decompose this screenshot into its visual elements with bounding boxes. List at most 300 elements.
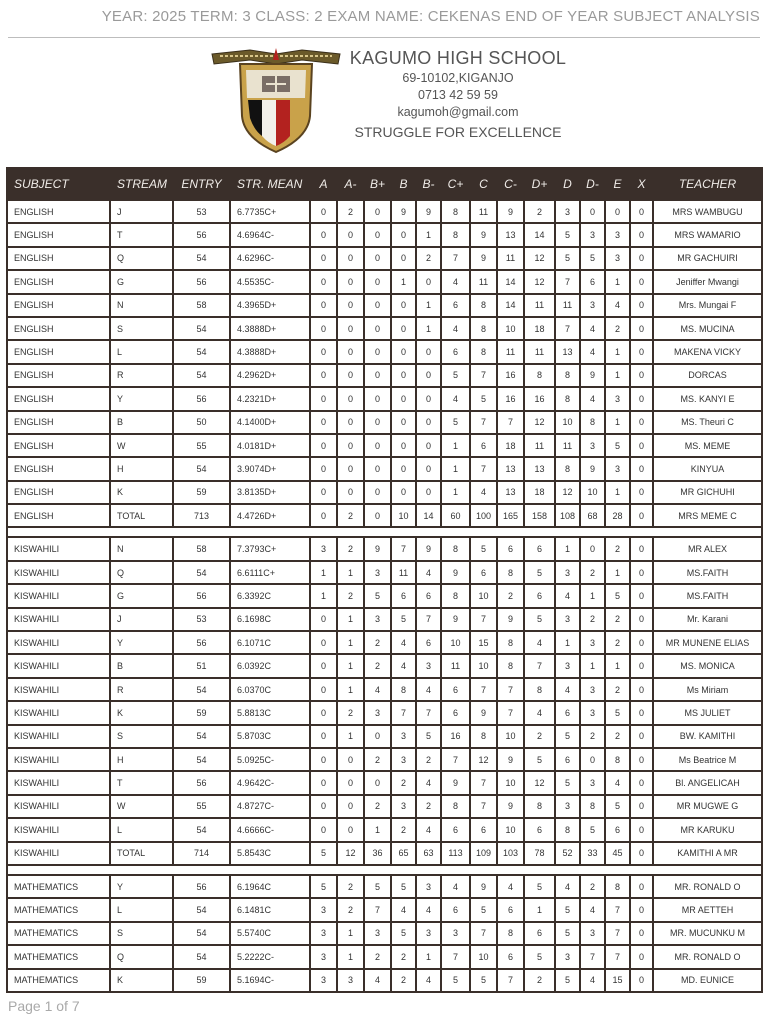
table-cell: 6	[555, 748, 580, 771]
table-cell: 6.0370C	[230, 678, 310, 701]
table-cell: 8	[441, 795, 470, 818]
table-cell: 28	[605, 504, 630, 527]
table-cell: KISWAHILI	[7, 678, 110, 701]
table-cell: 5	[524, 561, 555, 584]
table-cell: 1	[605, 481, 630, 504]
table-cell: 4	[524, 631, 555, 654]
table-cell: 12	[524, 247, 555, 270]
table-cell: 1	[605, 654, 630, 677]
table-cell: MRS MEME C	[653, 504, 762, 527]
table-cell: 2	[605, 631, 630, 654]
table-cell: 7.3793C+	[230, 537, 310, 560]
table-cell: KISWAHILI	[7, 771, 110, 794]
table-cell: 18	[524, 317, 555, 340]
table-cell: 9	[497, 748, 524, 771]
table-cell: J	[110, 200, 173, 223]
table-cell: MR ALEX	[653, 537, 762, 560]
table-cell: ENGLISH	[7, 223, 110, 246]
table-cell: 0	[337, 340, 364, 363]
table-cell: 0	[630, 701, 653, 724]
table-cell: 4	[391, 898, 416, 921]
table-cell: 10	[497, 818, 524, 841]
table-cell: 3	[555, 945, 580, 968]
table-cell: 0	[391, 317, 416, 340]
table-cell: 0	[416, 481, 441, 504]
table-cell: 0	[364, 223, 391, 246]
table-cell: 0	[310, 748, 337, 771]
table-cell: 4	[416, 818, 441, 841]
table-row	[7, 922, 762, 945]
column-header: B+	[364, 168, 391, 200]
table-cell: 3	[310, 898, 337, 921]
table-cell: 9	[580, 364, 605, 387]
table-cell: 9	[416, 200, 441, 223]
table-cell: 5	[524, 748, 555, 771]
table-cell: 0	[364, 481, 391, 504]
table-cell: 4	[524, 701, 555, 724]
table-cell: 4	[364, 969, 391, 992]
table-cell: ENGLISH	[7, 387, 110, 410]
table-cell: 0	[310, 678, 337, 701]
table-cell: 0	[416, 270, 441, 293]
table-cell: 3	[555, 608, 580, 631]
table-cell: KISWAHILI	[7, 631, 110, 654]
table-cell: 3	[580, 223, 605, 246]
table-cell: 0	[630, 317, 653, 340]
table-cell: 3	[310, 969, 337, 992]
table-cell: 1	[416, 294, 441, 317]
table-cell: 0	[416, 457, 441, 480]
table-cell: 4	[391, 654, 416, 677]
table-cell: 1	[337, 945, 364, 968]
table-cell: 7	[364, 898, 391, 921]
table-cell: 18	[497, 434, 524, 457]
table-cell: 2	[524, 969, 555, 992]
column-header: ENTRY	[173, 168, 230, 200]
table-cell: 0	[310, 294, 337, 317]
table-cell: 14	[524, 223, 555, 246]
table-cell: 6	[524, 537, 555, 560]
table-cell: TOTAL	[110, 504, 173, 527]
table-cell: 5.8813C	[230, 701, 310, 724]
table-cell: 9	[497, 200, 524, 223]
table-cell: 54	[173, 561, 230, 584]
table-cell: 5.8703C	[230, 725, 310, 748]
table-cell: 54	[173, 898, 230, 921]
table-cell: 2	[364, 795, 391, 818]
table-cell: TOTAL	[110, 842, 173, 865]
table-row	[7, 795, 762, 818]
table-cell: MS. KANYI E	[653, 387, 762, 410]
table-cell: T	[110, 771, 173, 794]
table-cell: Jeniffer Mwangi	[653, 270, 762, 293]
table-cell: 3	[605, 387, 630, 410]
table-cell: 0	[364, 364, 391, 387]
table-cell: 54	[173, 922, 230, 945]
table-cell: Q	[110, 945, 173, 968]
table-cell: 2	[524, 200, 555, 223]
table-cell: 8	[470, 317, 497, 340]
spacer-cell	[7, 865, 762, 875]
table-cell: 11	[555, 434, 580, 457]
table-cell: 2	[337, 701, 364, 724]
table-cell: 0	[630, 340, 653, 363]
table-cell: 4	[580, 317, 605, 340]
table-cell: 6	[580, 270, 605, 293]
table-cell: 4.9642C-	[230, 771, 310, 794]
table-cell: 0	[630, 387, 653, 410]
table-cell: 6	[605, 818, 630, 841]
table-cell: 33	[580, 842, 605, 865]
table-cell: 0	[337, 434, 364, 457]
table-cell: 3	[580, 771, 605, 794]
table-cell: K	[110, 969, 173, 992]
table-cell: 3	[364, 608, 391, 631]
table-cell: 59	[173, 969, 230, 992]
column-header: TEACHER	[653, 168, 762, 200]
table-cell: 1	[555, 631, 580, 654]
table-cell: 0	[630, 200, 653, 223]
table-cell: Bl. ANGELICAH	[653, 771, 762, 794]
table-cell: 1	[605, 364, 630, 387]
table-cell: 3.9074D+	[230, 457, 310, 480]
table-cell: 5.0925C-	[230, 748, 310, 771]
table-cell: 0	[337, 818, 364, 841]
table-cell: 7	[555, 317, 580, 340]
table-cell: 0	[337, 481, 364, 504]
table-cell: 2	[364, 631, 391, 654]
table-cell: 59	[173, 701, 230, 724]
table-cell: 0	[310, 504, 337, 527]
table-cell: H	[110, 748, 173, 771]
table-cell: 2	[416, 748, 441, 771]
table-cell: Y	[110, 387, 173, 410]
table-cell: 54	[173, 340, 230, 363]
table-cell: 0	[630, 678, 653, 701]
table-cell: 1	[580, 584, 605, 607]
table-row	[7, 537, 762, 560]
table-cell: 5	[441, 969, 470, 992]
table-cell: 0	[630, 748, 653, 771]
table-cell: KISWAHILI	[7, 795, 110, 818]
table-cell: 9	[580, 457, 605, 480]
table-cell: 5	[555, 922, 580, 945]
table-cell: 6	[441, 701, 470, 724]
table-cell: 7	[555, 270, 580, 293]
table-cell: 6	[441, 678, 470, 701]
table-cell: 54	[173, 725, 230, 748]
table-cell: 10	[580, 481, 605, 504]
table-cell: 14	[497, 270, 524, 293]
table-cell: 103	[497, 842, 524, 865]
table-cell: 1	[524, 898, 555, 921]
table-row	[7, 457, 762, 480]
table-cell: ENGLISH	[7, 457, 110, 480]
table-cell: Y	[110, 875, 173, 898]
table-row	[7, 631, 762, 654]
table-cell: ENGLISH	[7, 481, 110, 504]
table-cell: Q	[110, 561, 173, 584]
table-cell: 2	[605, 317, 630, 340]
table-cell: 108	[555, 504, 580, 527]
table-cell: MR GICHUHI	[653, 481, 762, 504]
table-row	[7, 340, 762, 363]
table-cell: 4	[605, 771, 630, 794]
table-cell: T	[110, 223, 173, 246]
table-cell: 0	[630, 411, 653, 434]
table-cell: 16	[441, 725, 470, 748]
table-cell: 10	[470, 654, 497, 677]
table-cell: 3	[310, 945, 337, 968]
table-cell: MRS WAMBUGU	[653, 200, 762, 223]
table-cell: R	[110, 678, 173, 701]
table-cell: 9	[470, 247, 497, 270]
table-cell: 0	[630, 654, 653, 677]
table-cell: 5	[580, 818, 605, 841]
table-cell: 60	[441, 504, 470, 527]
table-cell: KISWAHILI	[7, 537, 110, 560]
table-cell: 158	[524, 504, 555, 527]
table-cell: 0	[310, 725, 337, 748]
table-cell: 8	[555, 387, 580, 410]
table-cell: 9	[470, 875, 497, 898]
table-cell: 8	[497, 561, 524, 584]
table-cell: MATHEMATICS	[7, 969, 110, 992]
table-cell: 12	[555, 481, 580, 504]
table-cell: ENGLISH	[7, 411, 110, 434]
spacer-cell	[7, 527, 762, 537]
table-cell: 52	[555, 842, 580, 865]
header-divider	[8, 37, 760, 38]
table-cell: ENGLISH	[7, 294, 110, 317]
table-cell: 56	[173, 584, 230, 607]
table-cell: 7	[391, 701, 416, 724]
table-cell: 2	[391, 945, 416, 968]
table-cell: 1	[337, 725, 364, 748]
table-cell: MR GACHUIRI	[653, 247, 762, 270]
table-cell: ENGLISH	[7, 247, 110, 270]
table-cell: 3	[310, 537, 337, 560]
table-cell: 0	[580, 200, 605, 223]
table-cell: 3	[580, 434, 605, 457]
table-cell: 3	[580, 678, 605, 701]
table-cell: 2	[364, 654, 391, 677]
table-cell: G	[110, 270, 173, 293]
table-cell: 4	[580, 969, 605, 992]
table-cell: 2	[364, 748, 391, 771]
table-cell: 3	[364, 922, 391, 945]
table-cell: 0	[605, 200, 630, 223]
table-cell: 11	[524, 294, 555, 317]
table-cell: 6.1481C	[230, 898, 310, 921]
table-cell: 0	[630, 842, 653, 865]
table-cell: 6	[524, 818, 555, 841]
table-cell: 9	[497, 608, 524, 631]
table-cell: 7	[497, 411, 524, 434]
table-row	[7, 818, 762, 841]
table-cell: 4.2962D+	[230, 364, 310, 387]
table-cell: 12	[337, 842, 364, 865]
table-cell: 4.5535C-	[230, 270, 310, 293]
table-cell: 0	[391, 411, 416, 434]
table-cell: 4	[555, 875, 580, 898]
table-cell: 0	[337, 317, 364, 340]
table-cell: 10	[555, 411, 580, 434]
table-cell: 6	[470, 434, 497, 457]
table-cell: 0	[630, 584, 653, 607]
table-cell: 7	[605, 945, 630, 968]
table-cell: 1	[337, 608, 364, 631]
table-row	[7, 561, 762, 584]
table-cell: 7	[497, 969, 524, 992]
table-cell: MATHEMATICS	[7, 898, 110, 921]
table-cell: 11	[441, 654, 470, 677]
table-cell: MS. Theuri C	[653, 411, 762, 434]
table-cell: 7	[416, 701, 441, 724]
table-cell: 1	[337, 631, 364, 654]
table-cell: 0	[337, 748, 364, 771]
table-cell: 0	[630, 561, 653, 584]
table-cell: 10	[470, 584, 497, 607]
table-cell: 0	[630, 481, 653, 504]
table-cell: 5	[555, 725, 580, 748]
table-cell: Mrs. Mungai F	[653, 294, 762, 317]
table-cell: 4	[416, 898, 441, 921]
table-cell: 16	[524, 387, 555, 410]
table-cell: 6.7735C+	[230, 200, 310, 223]
table-cell: 7	[470, 411, 497, 434]
table-cell: 2	[605, 537, 630, 560]
column-header: B	[391, 168, 416, 200]
table-cell: 7	[524, 654, 555, 677]
table-cell: 4	[416, 969, 441, 992]
table-row	[7, 364, 762, 387]
table-row	[7, 725, 762, 748]
table-cell: 0	[310, 387, 337, 410]
table-cell: 6.1698C	[230, 608, 310, 631]
table-cell: 8	[470, 340, 497, 363]
table-cell: 8	[441, 584, 470, 607]
table-cell: KISWAHILI	[7, 584, 110, 607]
table-cell: 2	[337, 200, 364, 223]
table-cell: 4	[470, 481, 497, 504]
table-cell: 6	[441, 818, 470, 841]
table-cell: 8	[524, 678, 555, 701]
table-cell: 58	[173, 294, 230, 317]
table-row	[7, 411, 762, 434]
table-cell: 3	[391, 795, 416, 818]
table-cell: 51	[173, 654, 230, 677]
table-cell: 11	[524, 434, 555, 457]
table-cell: 5	[391, 608, 416, 631]
table-cell: 4	[441, 270, 470, 293]
table-cell: 0	[630, 537, 653, 560]
table-cell: 2	[337, 875, 364, 898]
table-cell: 1	[391, 270, 416, 293]
table-cell: 3	[416, 654, 441, 677]
table-cell: 1	[337, 922, 364, 945]
table-cell: 7	[470, 771, 497, 794]
table-cell: 0	[630, 608, 653, 631]
table-cell: 6.1964C	[230, 875, 310, 898]
table-cell: 0	[310, 411, 337, 434]
table-cell: 8	[470, 294, 497, 317]
table-cell: 0	[364, 317, 391, 340]
table-cell: 3	[337, 969, 364, 992]
table-cell: 54	[173, 945, 230, 968]
table-cell: 6	[470, 818, 497, 841]
table-cell: MS. MUCINA	[653, 317, 762, 340]
table-cell: 1	[605, 270, 630, 293]
table-cell: 6	[416, 631, 441, 654]
table-cell: 4	[364, 678, 391, 701]
table-cell: 11	[497, 340, 524, 363]
table-cell: K	[110, 481, 173, 504]
table-cell: 3	[364, 701, 391, 724]
table-cell: Ms Beatrice M	[653, 748, 762, 771]
table-row	[7, 223, 762, 246]
table-cell: 6	[497, 537, 524, 560]
table-cell: 165	[497, 504, 524, 527]
table-cell: 0	[580, 748, 605, 771]
table-cell: 6	[441, 340, 470, 363]
table-cell: 2	[337, 537, 364, 560]
table-cell: 5	[416, 725, 441, 748]
table-cell: 5	[470, 969, 497, 992]
table-cell: 3	[416, 922, 441, 945]
table-cell: L	[110, 340, 173, 363]
table-cell: 0	[337, 270, 364, 293]
table-cell: 2	[580, 561, 605, 584]
table-cell: 5.2222C-	[230, 945, 310, 968]
table-cell: 0	[630, 818, 653, 841]
table-cell: 1	[580, 654, 605, 677]
table-cell: 0	[630, 875, 653, 898]
table-cell: 7	[497, 701, 524, 724]
table-cell: BW. KAMITHI	[653, 725, 762, 748]
table-cell: 12	[524, 270, 555, 293]
table-cell: 0	[416, 387, 441, 410]
table-cell: 8	[497, 631, 524, 654]
table-cell: MATHEMATICS	[7, 945, 110, 968]
table-cell: 0	[310, 364, 337, 387]
school-info	[340, 48, 576, 140]
table-cell: 54	[173, 364, 230, 387]
table-cell: 5.8543C	[230, 842, 310, 865]
table-cell: 0	[310, 317, 337, 340]
table-cell: 5	[470, 387, 497, 410]
table-cell: 16	[497, 364, 524, 387]
table-cell: 1	[310, 584, 337, 607]
table-cell: 54	[173, 457, 230, 480]
table-cell: B	[110, 654, 173, 677]
table-cell: 5.1694C-	[230, 969, 310, 992]
table-cell: G	[110, 584, 173, 607]
table-cell: 6.6111C+	[230, 561, 310, 584]
table-cell: 0	[364, 725, 391, 748]
table-cell: 5	[310, 842, 337, 865]
table-cell: 2	[391, 818, 416, 841]
table-cell: 4.3888D+	[230, 340, 310, 363]
table-cell: 0	[337, 364, 364, 387]
school-crest-icon	[210, 46, 342, 154]
table-cell: 53	[173, 200, 230, 223]
table-cell: 63	[416, 842, 441, 865]
table-cell: 8	[605, 748, 630, 771]
table-cell: MATHEMATICS	[7, 922, 110, 945]
table-cell: N	[110, 537, 173, 560]
table-cell: ENGLISH	[7, 200, 110, 223]
